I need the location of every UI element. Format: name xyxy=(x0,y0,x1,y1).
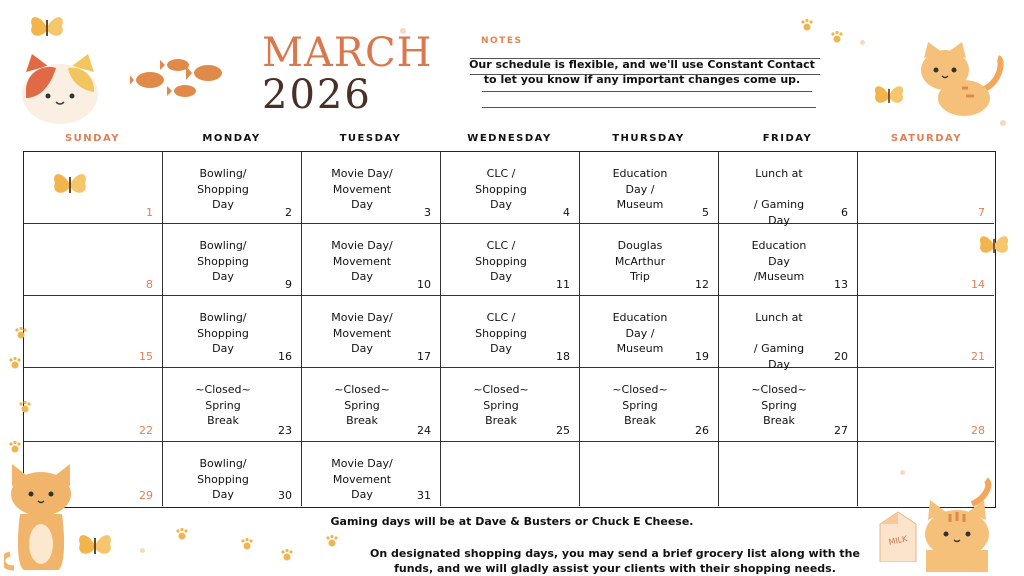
day-number: 6 xyxy=(841,206,848,219)
calendar-day-cell xyxy=(441,224,580,296)
footer-shopping-note: On designated shopping days, you may send a brief grocery list along with the funds, and we will gladly assist your clients with their shopping needs. xyxy=(370,547,860,575)
day-event: ~Closed~ Spring Break xyxy=(195,383,251,427)
notes-text: Our schedule is flexible, and we'll use Constant Contact to let you know if any important changes come up. xyxy=(469,58,815,86)
day-number: 21 xyxy=(971,350,985,363)
butterfly-icon xyxy=(976,230,1012,260)
calendar-day-cell xyxy=(719,368,858,442)
milk-label: MILK xyxy=(887,534,909,547)
day-event: ~Closed~ Spring Break xyxy=(612,383,668,427)
paw-icon xyxy=(240,537,254,551)
calendar-day-cell xyxy=(163,442,302,506)
calendar-grid xyxy=(23,151,996,508)
paw-icon xyxy=(14,326,28,340)
day-event: Lunch at / Gaming Day xyxy=(753,167,805,227)
butterfly-icon xyxy=(76,528,114,562)
day-event: Movie Day/ Movement Day xyxy=(331,457,393,501)
calendar-day-cell xyxy=(163,296,302,368)
day-header-thursday: THURSDAY xyxy=(612,133,685,144)
paw-icon xyxy=(175,527,189,541)
day-event: CLC / Shopping Day xyxy=(475,167,527,211)
calendar-day-cell xyxy=(580,224,719,296)
day-header-tuesday: TUESDAY xyxy=(339,133,402,144)
calendar-day-cell xyxy=(858,224,994,296)
day-number: 10 xyxy=(417,278,431,291)
calendar-day-cell xyxy=(302,296,441,368)
day-number: 16 xyxy=(278,350,292,363)
calendar-day-cell xyxy=(719,296,858,371)
calendar-day-cell xyxy=(24,296,163,368)
calendar-day-cell xyxy=(580,296,719,368)
day-header-sunday: SUNDAY xyxy=(64,133,120,144)
day-number: 8 xyxy=(146,278,153,291)
butterfly-icon xyxy=(50,167,90,201)
notes-label: NOTES xyxy=(481,36,523,46)
day-event: Movie Day/ Movement Day xyxy=(331,167,393,211)
calendar-day-cell xyxy=(858,368,994,442)
calendar-day-cell xyxy=(441,368,580,442)
day-number: 13 xyxy=(834,278,848,291)
calendar-day-cell xyxy=(441,152,580,224)
calendar-day-cell xyxy=(302,224,441,296)
calendar-day-cell xyxy=(580,368,719,442)
day-event: Bowling/ Shopping Day xyxy=(197,311,249,355)
day-header-monday: MONDAY xyxy=(202,133,261,144)
day-number: 14 xyxy=(971,278,985,291)
calendar-day-cell xyxy=(302,442,441,506)
year-title: 2026 xyxy=(262,72,372,118)
day-event: Education Day / Museum xyxy=(612,167,668,211)
day-event: CLC / Shopping Day xyxy=(475,239,527,283)
day-number: 22 xyxy=(139,424,153,437)
butterfly-icon xyxy=(872,80,906,110)
day-number: 25 xyxy=(556,424,570,437)
fish-icon xyxy=(130,55,230,105)
decor-dot xyxy=(860,40,865,45)
day-number: 17 xyxy=(417,350,431,363)
paw-icon xyxy=(325,534,339,548)
day-event: Movie Day/ Movement Day xyxy=(331,311,393,355)
day-event: ~Closed~ Spring Break xyxy=(334,383,390,427)
day-number: 4 xyxy=(563,206,570,219)
calendar-day-cell xyxy=(302,368,441,442)
day-event: ~Closed~ Spring Break xyxy=(751,383,807,427)
calendar-day-cell xyxy=(580,152,719,224)
day-number: 23 xyxy=(278,424,292,437)
calendar-day-cell xyxy=(24,368,163,442)
paw-icon xyxy=(830,30,844,44)
day-number: 3 xyxy=(424,206,431,219)
calendar-day-cell xyxy=(441,442,580,506)
day-header-saturday: SATURDAY xyxy=(890,133,963,144)
calendar-day-cell xyxy=(24,224,163,296)
calendar-day-cell xyxy=(441,296,580,368)
day-number: 19 xyxy=(695,350,709,363)
calendar-day-cell xyxy=(858,296,994,368)
note-line xyxy=(482,107,816,108)
calendar-day-cell xyxy=(719,224,858,296)
footer-gaming-note: Gaming days will be at Dave & Busters or Chuck E Cheese. xyxy=(330,515,694,528)
day-event: Movie Day/ Movement Day xyxy=(331,239,393,283)
butterfly-icon xyxy=(28,10,66,44)
paw-icon xyxy=(8,356,22,370)
day-number: 28 xyxy=(971,424,985,437)
orange-cat-icon xyxy=(912,40,1008,122)
note-line xyxy=(482,91,812,92)
day-number: 18 xyxy=(556,350,570,363)
calendar-day-cell xyxy=(163,368,302,442)
day-number: 29 xyxy=(139,489,153,502)
calico-cat-icon xyxy=(18,52,102,126)
calendar-day-cell xyxy=(302,152,441,224)
day-event: Education Day / Museum xyxy=(612,311,668,355)
paw-icon xyxy=(8,440,22,454)
day-number: 31 xyxy=(417,489,431,502)
calendar-day-cell xyxy=(163,152,302,224)
day-number: 11 xyxy=(556,278,570,291)
day-number: 5 xyxy=(702,206,709,219)
day-event: Education Day /Museum xyxy=(751,239,807,283)
calendar-day-cell xyxy=(163,224,302,296)
day-header-friday: FRIDAY xyxy=(762,133,813,144)
day-number: 27 xyxy=(834,424,848,437)
month-title: MARCH xyxy=(262,30,433,76)
day-number: 26 xyxy=(695,424,709,437)
calendar-day-cell xyxy=(719,152,858,227)
day-number: 30 xyxy=(278,489,292,502)
day-number: 15 xyxy=(139,350,153,363)
day-event: ~Closed~ Spring Break xyxy=(473,383,529,427)
day-event: Douglas McArthur Trip xyxy=(614,239,666,283)
day-number: 20 xyxy=(834,350,848,363)
day-number: 24 xyxy=(417,424,431,437)
day-header-wednesday: WEDNESDAY xyxy=(467,133,552,144)
calendar-day-cell xyxy=(24,152,163,224)
calendar-day-cell xyxy=(858,152,994,224)
calendar-day-cell xyxy=(580,442,719,506)
day-number: 1 xyxy=(146,206,153,219)
paw-icon xyxy=(280,548,294,562)
paw-icon xyxy=(18,400,32,414)
day-number: 12 xyxy=(695,278,709,291)
decor-dot xyxy=(140,548,145,553)
day-number: 9 xyxy=(285,278,292,291)
day-event: Bowling/ Shopping Day xyxy=(197,457,249,501)
calendar-day-cell xyxy=(719,442,858,506)
paw-icon xyxy=(800,18,814,32)
day-event: Lunch at / Gaming Day xyxy=(753,311,805,371)
day-event: Bowling/ Shopping Day xyxy=(197,167,249,211)
day-event: CLC / Shopping Day xyxy=(475,311,527,355)
day-number: 2 xyxy=(285,206,292,219)
day-number: 7 xyxy=(978,206,985,219)
day-event: Bowling/ Shopping Day xyxy=(197,239,249,283)
